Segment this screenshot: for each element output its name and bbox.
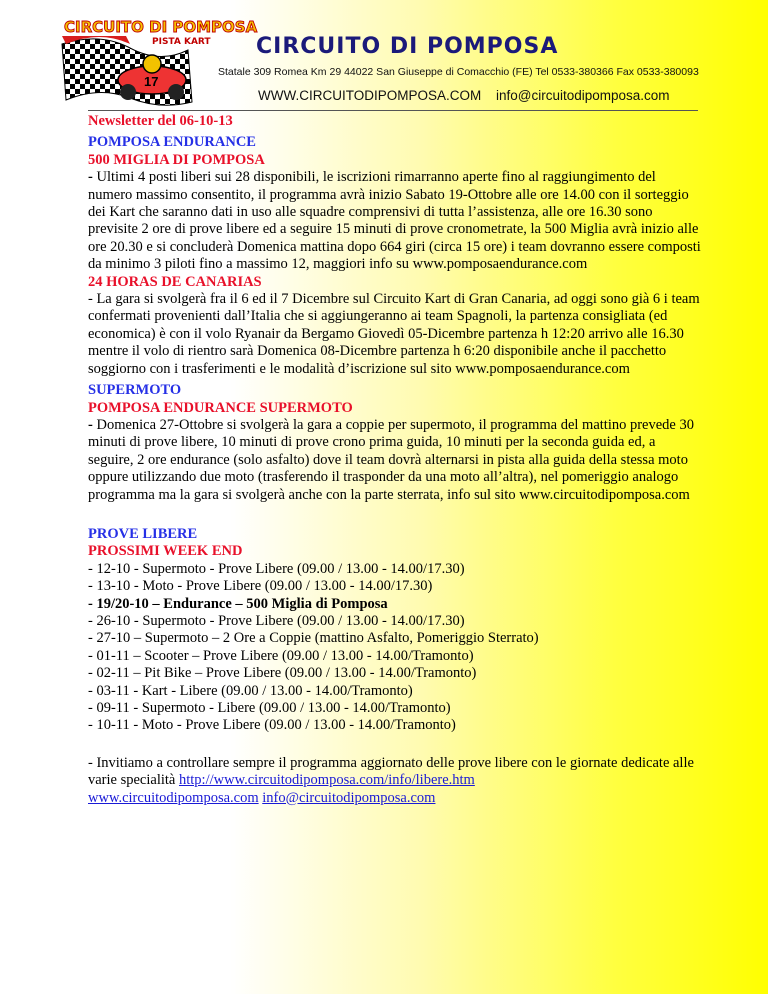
website-text: WWW.CIRCUITODIPOMPOSA.COM bbox=[258, 88, 482, 103]
section-subheading-endurance-supermoto: POMPOSA ENDURANCE SUPERMOTO bbox=[88, 399, 353, 416]
section-subheading-500-miglia: 500 MIGLIA DI POMPOSA bbox=[88, 151, 265, 168]
schedule-item: - 01-11 – Scooter – Prove Libere (09.00 / 13.00 - 14.00/Tramonto) bbox=[88, 647, 474, 664]
schedule-item: - 09-11 - Supermoto - Libere (09.00 / 13.00 - 14.00/Tramonto) bbox=[88, 700, 451, 716]
schedule-item: - 13-10 - Moto - Prove Libere (09.00 / 13.00 - 14.00/17.30) bbox=[88, 578, 433, 595]
header-divider bbox=[88, 110, 698, 111]
schedule-item: - 02-11 – Pit Bike – Prove Libere (09.00 / 13.00 - 14.00/Tramonto) bbox=[88, 665, 477, 682]
schedule-item: - 19/20-10 – Endurance – 500 Miglia di Pomposa bbox=[88, 595, 388, 612]
link-libere[interactable]: http://www.circuitodipomposa.com/info/libere.htm bbox=[178, 772, 475, 789]
section-heading-pomposa-endurance: POMPOSA ENDURANCE bbox=[88, 134, 256, 151]
page-title: CIRCUITO DI POMPOSA bbox=[256, 34, 559, 59]
newsletter-body bbox=[88, 113, 703, 807]
schedule-item: - 26-10 - Supermoto - Prove Libere (09.00 / 13.00 - 14.00/17.30) bbox=[88, 612, 465, 629]
paragraph-footer bbox=[88, 755, 703, 807]
address-line: Statale 309 Romea Km 29 44022 San Giuseppe di Comacchio (FE) Tel 0533-380366 Fax 0533-380093 bbox=[218, 66, 699, 78]
schedule-list bbox=[88, 561, 703, 735]
section-heading-24-horas: 24 HORAS DE CANARIAS bbox=[88, 273, 262, 290]
link-email[interactable]: info@circuitodipomposa.com bbox=[262, 789, 436, 806]
logo-title: CIRCUITO DI POMPOSA bbox=[64, 18, 258, 36]
schedule-item: - 10-11 - Moto - Prove Libere (09.00 / 13.00 - 14.00/Tramonto) bbox=[88, 717, 456, 734]
paragraph-text: Ultimi 4 posti liberi sui 28 disponibili, le iscrizioni rimarranno aperte fino al raggiungimento del numero massimo consentito, il programma avrà inizio Sabato 19-Ottobre alle ore 14.00 con il sorteggio dei Kart che saranno dati in uso alle squadre comprensivi di tutta l’assistenza, alle ore 16.30 sono previsite 2 ore di prove libere ed a seguire 15 minuti di prove cronometrate, la 500 Miglia avrà inizio alle ore 20.30 e si concluderà Domenica mattina dopo 664 giri (circa 15 ore) i team dovranno essere composti da minimo 3 piloti fino a massimo 12, maggiori info su www.pomposaendurance.com bbox=[88, 169, 701, 273]
newsletter-date: Newsletter del 06-10-13 bbox=[88, 113, 233, 129]
paragraph-text: Domenica 27-Ottobre si svolgerà la gara a coppie per supermoto, il programma del mattino prevede 30 minuti di prove libere, 10 minuti di prove crono prima guida, 10 minuti per la seconda guida ed, a seguire, 2 ore endurance (solo asfalto) dove il team dovrà alternarsi in pista alla guida della stessa moto oppure utilizzando due moto (trasferendo il trasponder da una moto all’altra), nel pomeriggio analogo programma ma la gara si svolgerà anche con la parte sterrata, info sul sito www.circuitodipomposa.com bbox=[88, 416, 694, 503]
circuit-logo bbox=[60, 14, 258, 106]
section-heading-supermoto: SUPERMOTO bbox=[88, 382, 182, 399]
logo-subtitle: PISTA KART bbox=[152, 37, 211, 47]
section-heading-prove-libere: PROVE LIBERE bbox=[88, 525, 198, 542]
section-subheading-week-end: PROSSIMI WEEK END bbox=[88, 543, 243, 560]
logo-number: 17 bbox=[144, 74, 159, 89]
paragraph-canarias: - La gara si svolgerà fra il 6 ed il 7 Dicembre sul Circuito Kart di Gran Canaria, ad oggi sono già 6 i team confermati provenienti dall’Italia che si aggiungeranno ai team Spagnoli, la partenza consigliata (ed economica) è con il volo Ryanair da Bergamo Giovedì 05-Dicembre partenza h 12:20 arrivo alle 16.30 mentre il volo di rientro sarà Domenica 08-Dicembre partenza h 6:20 disponibile anche il pacchetto soggiorno con i trasferimenti e le modalità d’iscrizione sul sito www.pomposaendurance.com bbox=[88, 291, 700, 377]
email-text: info@circuitodipomposa.com bbox=[496, 88, 670, 103]
schedule-item: - 12-10 - Supermoto - Prove Libere (09.00 / 13.00 - 14.00/17.30) bbox=[88, 560, 465, 577]
link-website[interactable]: www.circuitodipomposa.com bbox=[88, 789, 259, 806]
footer-text: - Invitiamo a controllare sempre il programma aggiornato delle prove libere con le giornate dedicate alle varie specialità bbox=[88, 754, 694, 789]
schedule-item: - 03-11 - Kart - Libere (09.00 / 13.00 - 14.00/Tramonto) bbox=[88, 682, 413, 699]
paragraph-supermoto: - Domenica 27-Ottobre si svolgerà la gara a coppie per supermoto, il programma del mattino prevede 30 minuti di prove libere, 10 minuti di prove crono prima guida, 10 minuti per la seconda guida ed, a seguire, 2 ore endurance (solo asfalto) dove il team dovrà alternarsi in pista alla guida della stessa moto oppure utilizzando due moto (trasferendo il trasponder da una moto all’altra), nel pomeriggio analogo programma ma la gara si svolgerà anche con la parte sterrata, info sul sito www.circuitodipomposa.com bbox=[88, 416, 694, 503]
schedule-item: - 27-10 – Supermoto – 2 Ore a Coppie (mattino Asfalto, Pomeriggio Sterrato) bbox=[88, 630, 539, 647]
paragraph-pomposa-endurance: - Ultimi 4 posti liberi sui 28 disponibili, le iscrizioni rimarranno aperte fino al raggiungimento del numero massimo consentito, il programma avrà inizio Sabato 19-Ottobre alle ore 14.00 con il sorteggio dei Kart che saranno dati in uso alle squadre comprensivi di tutta l’assistenza, alle ore 16.30 sono previsite 2 ore di prove libere ed a seguire 15 minuti di prove cronometrate, la 500 Miglia avrà inizio alle ore 20.30 e si concluderà Domenica mattina dopo 664 giri (circa 15 ore) i team dovranno essere composti da minimo 3 piloti fino a massimo 12, maggiori info su www.pomposaendurance.com bbox=[88, 169, 701, 273]
